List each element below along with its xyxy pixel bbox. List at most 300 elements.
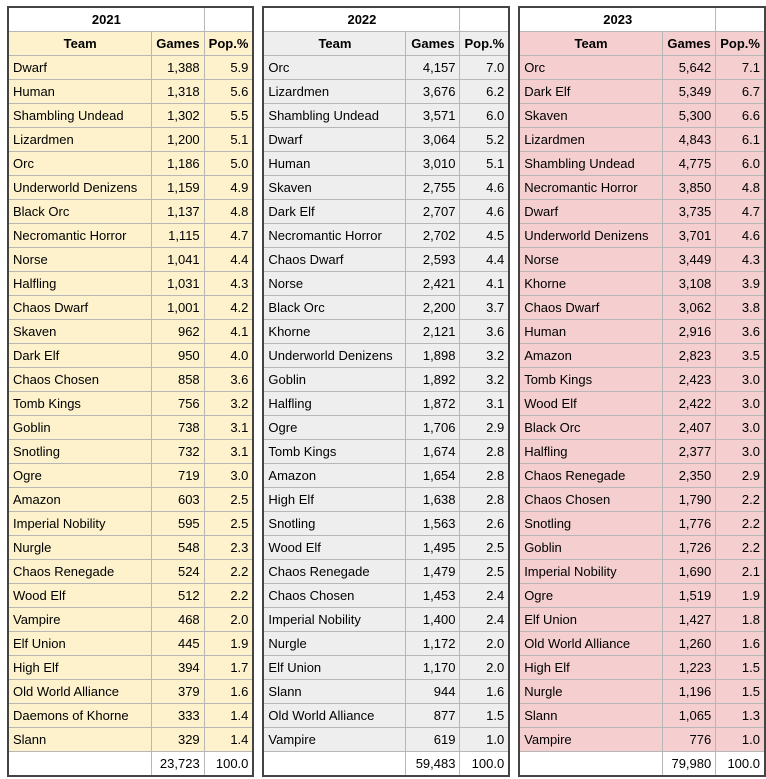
totals-label-cell-2022 <box>263 752 406 777</box>
column-gap <box>253 152 263 176</box>
pop-cell-2022: 6.2 <box>460 80 509 104</box>
totals-row <box>8 752 765 777</box>
table-row <box>8 656 765 680</box>
games-cell-2023: 1,223 <box>662 656 715 680</box>
pop-cell-2022: 3.2 <box>460 368 509 392</box>
games-cell-2023: 2,423 <box>662 368 715 392</box>
pop-cell-2022: 3.2 <box>460 344 509 368</box>
table-row <box>8 464 765 488</box>
pop-cell-2021: 4.3 <box>204 272 253 296</box>
games-cell-2021: 1,137 <box>152 200 204 224</box>
column-gap <box>253 632 263 656</box>
games-cell-2022: 2,421 <box>406 272 460 296</box>
column-gap <box>253 656 263 680</box>
games-cell-2023: 2,377 <box>662 440 715 464</box>
pop-cell-2023: 3.6 <box>716 320 765 344</box>
games-cell-2022: 1,898 <box>406 344 460 368</box>
games-cell-2021: 1,318 <box>152 80 204 104</box>
column-gap <box>253 128 263 152</box>
pop-cell-2023: 2.1 <box>716 560 765 584</box>
games-cell-2023: 1,196 <box>662 680 715 704</box>
table-row <box>8 704 765 728</box>
games-cell-2021: 1,159 <box>152 176 204 200</box>
games-cell-2022: 2,702 <box>406 224 460 248</box>
table-row <box>8 632 765 656</box>
games-cell-2022: 1,674 <box>406 440 460 464</box>
pop-cell-2021: 4.7 <box>204 224 253 248</box>
table-row <box>8 80 765 104</box>
games-cell-2023: 2,407 <box>662 416 715 440</box>
column-gap <box>509 32 519 56</box>
team-cell-2021: Goblin <box>8 416 152 440</box>
year-2021-spacer <box>204 7 253 32</box>
pop-cell-2021: 5.5 <box>204 104 253 128</box>
games-cell-2021: 962 <box>152 320 204 344</box>
column-gap <box>253 728 263 752</box>
games-cell-2021: 394 <box>152 656 204 680</box>
pop-cell-2021: 4.4 <box>204 248 253 272</box>
games-cell-2023: 2,916 <box>662 320 715 344</box>
team-cell-2022: Ogre <box>263 416 406 440</box>
year-2022-spacer <box>460 7 509 32</box>
team-cell-2022: Black Orc <box>263 296 406 320</box>
pop-cell-2023: 1.3 <box>716 704 765 728</box>
team-cell-2021: Norse <box>8 248 152 272</box>
total-games-2022: 59,483 <box>406 752 460 777</box>
pop-cell-2022: 2.5 <box>460 560 509 584</box>
totals-label-cell-2023 <box>519 752 662 777</box>
table-row <box>8 416 765 440</box>
team-cell-2023: Ogre <box>519 584 662 608</box>
games-header-2021: Games <box>152 32 204 56</box>
team-cell-2022: Amazon <box>263 464 406 488</box>
pop-cell-2023: 4.6 <box>716 224 765 248</box>
games-cell-2023: 3,850 <box>662 176 715 200</box>
pop-cell-2022: 3.6 <box>460 320 509 344</box>
pop-cell-2023: 2.9 <box>716 464 765 488</box>
games-cell-2023: 2,422 <box>662 392 715 416</box>
pop-header-2022: Pop.% <box>460 32 509 56</box>
pop-cell-2023: 3.0 <box>716 416 765 440</box>
column-gap <box>509 608 519 632</box>
pop-cell-2022: 1.6 <box>460 680 509 704</box>
column-gap <box>509 440 519 464</box>
column-gap <box>509 488 519 512</box>
team-cell-2022: Shambling Undead <box>263 104 406 128</box>
table-row <box>8 344 765 368</box>
table-row <box>8 224 765 248</box>
games-cell-2023: 1,726 <box>662 536 715 560</box>
column-gap <box>253 440 263 464</box>
team-cell-2023: High Elf <box>519 656 662 680</box>
column-gap <box>253 32 263 56</box>
column-gap <box>509 632 519 656</box>
team-cell-2023: Halfling <box>519 440 662 464</box>
team-cell-2022: Human <box>263 152 406 176</box>
pop-cell-2021: 2.2 <box>204 560 253 584</box>
games-cell-2023: 3,062 <box>662 296 715 320</box>
games-cell-2022: 944 <box>406 680 460 704</box>
team-cell-2022: Nurgle <box>263 632 406 656</box>
games-cell-2021: 756 <box>152 392 204 416</box>
table-row <box>8 320 765 344</box>
team-cell-2021: High Elf <box>8 656 152 680</box>
team-cell-2022: Khorne <box>263 320 406 344</box>
games-cell-2023: 1,427 <box>662 608 715 632</box>
games-cell-2023: 1,519 <box>662 584 715 608</box>
team-cell-2022: Tomb Kings <box>263 440 406 464</box>
pop-cell-2022: 2.0 <box>460 656 509 680</box>
games-cell-2022: 3,676 <box>406 80 460 104</box>
column-gap <box>253 608 263 632</box>
games-cell-2022: 1,892 <box>406 368 460 392</box>
column-gap <box>509 7 519 32</box>
team-cell-2022: Wood Elf <box>263 536 406 560</box>
pop-cell-2021: 4.0 <box>204 344 253 368</box>
games-cell-2022: 1,172 <box>406 632 460 656</box>
pop-header-2023: Pop.% <box>716 32 765 56</box>
team-cell-2021: Chaos Dwarf <box>8 296 152 320</box>
pop-cell-2022: 7.0 <box>460 56 509 80</box>
column-gap <box>253 224 263 248</box>
column-gap <box>253 416 263 440</box>
team-cell-2021: Wood Elf <box>8 584 152 608</box>
team-cell-2022: Dwarf <box>263 128 406 152</box>
games-cell-2021: 512 <box>152 584 204 608</box>
games-cell-2021: 858 <box>152 368 204 392</box>
team-cell-2023: Norse <box>519 248 662 272</box>
pop-cell-2022: 4.1 <box>460 272 509 296</box>
pop-cell-2021: 3.0 <box>204 464 253 488</box>
column-gap <box>253 704 263 728</box>
team-cell-2022: Chaos Dwarf <box>263 248 406 272</box>
team-cell-2022: Necromantic Horror <box>263 224 406 248</box>
pop-cell-2023: 3.0 <box>716 392 765 416</box>
team-cell-2021: Nurgle <box>8 536 152 560</box>
column-gap <box>253 680 263 704</box>
team-cell-2023: Nurgle <box>519 680 662 704</box>
pop-cell-2023: 3.8 <box>716 296 765 320</box>
pop-cell-2023: 6.0 <box>716 152 765 176</box>
total-pop-2021: 100.0 <box>204 752 253 777</box>
games-cell-2023: 3,735 <box>662 200 715 224</box>
pop-cell-2022: 1.5 <box>460 704 509 728</box>
team-cell-2023: Tomb Kings <box>519 368 662 392</box>
column-gap <box>509 368 519 392</box>
games-cell-2021: 1,001 <box>152 296 204 320</box>
team-cell-2021: Old World Alliance <box>8 680 152 704</box>
column-gap <box>253 200 263 224</box>
team-cell-2023: Snotling <box>519 512 662 536</box>
column-gap <box>509 80 519 104</box>
team-header-2023: Team <box>519 32 662 56</box>
team-cell-2021: Chaos Chosen <box>8 368 152 392</box>
games-cell-2021: 379 <box>152 680 204 704</box>
column-gap <box>509 272 519 296</box>
team-cell-2022: Skaven <box>263 176 406 200</box>
column-gap <box>253 752 263 777</box>
team-cell-2023: Skaven <box>519 104 662 128</box>
games-cell-2021: 950 <box>152 344 204 368</box>
pop-cell-2021: 5.1 <box>204 128 253 152</box>
year-2023-spacer <box>716 7 765 32</box>
games-cell-2021: 333 <box>152 704 204 728</box>
column-gap <box>253 248 263 272</box>
total-games-2023: 79,980 <box>662 752 715 777</box>
pop-header-2021: Pop.% <box>204 32 253 56</box>
table-row <box>8 272 765 296</box>
team-cell-2021: Ogre <box>8 464 152 488</box>
team-cell-2023: Necromantic Horror <box>519 176 662 200</box>
column-gap <box>509 176 519 200</box>
pop-cell-2022: 2.0 <box>460 632 509 656</box>
pop-cell-2021: 4.8 <box>204 200 253 224</box>
table-row <box>8 56 765 80</box>
team-cell-2021: Elf Union <box>8 632 152 656</box>
pop-cell-2022: 2.6 <box>460 512 509 536</box>
pop-cell-2023: 2.2 <box>716 488 765 512</box>
games-cell-2022: 2,707 <box>406 200 460 224</box>
pop-cell-2021: 5.9 <box>204 56 253 80</box>
pop-cell-2022: 2.4 <box>460 584 509 608</box>
games-cell-2023: 3,449 <box>662 248 715 272</box>
pop-cell-2022: 2.9 <box>460 416 509 440</box>
games-cell-2022: 3,010 <box>406 152 460 176</box>
games-cell-2022: 2,121 <box>406 320 460 344</box>
games-cell-2021: 1,186 <box>152 152 204 176</box>
pop-cell-2021: 4.2 <box>204 296 253 320</box>
team-cell-2023: Chaos Renegade <box>519 464 662 488</box>
table-row <box>8 104 765 128</box>
pop-cell-2023: 2.2 <box>716 536 765 560</box>
column-gap <box>253 7 263 32</box>
column-gap <box>509 728 519 752</box>
column-gap <box>509 296 519 320</box>
pop-cell-2021: 2.2 <box>204 584 253 608</box>
column-gap <box>509 416 519 440</box>
team-cell-2021: Necromantic Horror <box>8 224 152 248</box>
games-cell-2022: 2,200 <box>406 296 460 320</box>
team-cell-2023: Amazon <box>519 344 662 368</box>
team-cell-2023: Goblin <box>519 536 662 560</box>
games-cell-2023: 5,300 <box>662 104 715 128</box>
games-cell-2021: 1,031 <box>152 272 204 296</box>
team-cell-2022: Snotling <box>263 512 406 536</box>
table-row <box>8 392 765 416</box>
table-row <box>8 608 765 632</box>
games-cell-2023: 4,843 <box>662 128 715 152</box>
table-row <box>8 560 765 584</box>
games-cell-2023: 1,690 <box>662 560 715 584</box>
games-cell-2023: 5,642 <box>662 56 715 80</box>
column-gap <box>509 128 519 152</box>
column-gap <box>253 56 263 80</box>
team-cell-2023: Imperial Nobility <box>519 560 662 584</box>
team-cell-2021: Dark Elf <box>8 344 152 368</box>
games-cell-2021: 1,200 <box>152 128 204 152</box>
column-gap <box>509 248 519 272</box>
games-cell-2022: 1,400 <box>406 608 460 632</box>
column-gap <box>509 104 519 128</box>
team-cell-2021: Tomb Kings <box>8 392 152 416</box>
team-cell-2022: Chaos Chosen <box>263 584 406 608</box>
pop-cell-2022: 6.0 <box>460 104 509 128</box>
header-row <box>8 32 765 56</box>
team-cell-2022: Slann <box>263 680 406 704</box>
pop-cell-2021: 2.5 <box>204 512 253 536</box>
games-cell-2022: 1,479 <box>406 560 460 584</box>
table-row <box>8 248 765 272</box>
pop-cell-2021: 3.6 <box>204 368 253 392</box>
team-cell-2023: Old World Alliance <box>519 632 662 656</box>
column-gap <box>253 296 263 320</box>
games-cell-2022: 1,453 <box>406 584 460 608</box>
pop-cell-2023: 4.7 <box>716 200 765 224</box>
pop-cell-2022: 3.7 <box>460 296 509 320</box>
team-cell-2023: Dark Elf <box>519 80 662 104</box>
table-row <box>8 440 765 464</box>
pop-cell-2021: 5.6 <box>204 80 253 104</box>
games-cell-2023: 2,823 <box>662 344 715 368</box>
column-gap <box>253 512 263 536</box>
team-cell-2023: Underworld Denizens <box>519 224 662 248</box>
games-cell-2022: 877 <box>406 704 460 728</box>
games-cell-2021: 1,302 <box>152 104 204 128</box>
team-cell-2021: Vampire <box>8 608 152 632</box>
column-gap <box>509 392 519 416</box>
pop-cell-2023: 3.0 <box>716 368 765 392</box>
pop-cell-2022: 2.4 <box>460 608 509 632</box>
team-cell-2022: Halfling <box>263 392 406 416</box>
team-cell-2022: Vampire <box>263 728 406 752</box>
team-cell-2023: Khorne <box>519 272 662 296</box>
pop-cell-2023: 4.3 <box>716 248 765 272</box>
pop-cell-2022: 4.6 <box>460 176 509 200</box>
total-games-2021: 23,723 <box>152 752 204 777</box>
games-cell-2022: 4,157 <box>406 56 460 80</box>
games-cell-2022: 1,872 <box>406 392 460 416</box>
pop-cell-2023: 1.0 <box>716 728 765 752</box>
pop-cell-2022: 4.6 <box>460 200 509 224</box>
team-cell-2021: Slann <box>8 728 152 752</box>
pop-cell-2022: 5.2 <box>460 128 509 152</box>
games-cell-2023: 1,065 <box>662 704 715 728</box>
column-gap <box>253 536 263 560</box>
team-cell-2021: Shambling Undead <box>8 104 152 128</box>
team-cell-2022: Imperial Nobility <box>263 608 406 632</box>
team-cell-2021: Chaos Renegade <box>8 560 152 584</box>
pop-cell-2021: 5.0 <box>204 152 253 176</box>
pop-cell-2023: 4.8 <box>716 176 765 200</box>
games-cell-2021: 738 <box>152 416 204 440</box>
table-row <box>8 680 765 704</box>
year-2021-title: 2021 <box>8 7 204 32</box>
pop-cell-2022: 2.8 <box>460 464 509 488</box>
pop-cell-2021: 2.0 <box>204 608 253 632</box>
pop-cell-2022: 3.1 <box>460 392 509 416</box>
pop-cell-2022: 5.1 <box>460 152 509 176</box>
team-cell-2022: Elf Union <box>263 656 406 680</box>
column-gap <box>509 680 519 704</box>
pop-cell-2021: 3.1 <box>204 416 253 440</box>
games-cell-2022: 1,654 <box>406 464 460 488</box>
games-header-2022: Games <box>406 32 460 56</box>
year-row <box>8 7 765 32</box>
column-gap <box>253 488 263 512</box>
team-cell-2021: Snotling <box>8 440 152 464</box>
team-cell-2021: Daemons of Khorne <box>8 704 152 728</box>
column-gap <box>509 464 519 488</box>
table-row <box>8 488 765 512</box>
games-cell-2022: 2,593 <box>406 248 460 272</box>
games-cell-2023: 2,350 <box>662 464 715 488</box>
team-cell-2022: Dark Elf <box>263 200 406 224</box>
games-cell-2022: 2,755 <box>406 176 460 200</box>
column-gap <box>509 656 519 680</box>
games-cell-2021: 1,388 <box>152 56 204 80</box>
pop-cell-2021: 2.5 <box>204 488 253 512</box>
pop-cell-2021: 3.2 <box>204 392 253 416</box>
team-cell-2023: Black Orc <box>519 416 662 440</box>
column-gap <box>509 56 519 80</box>
column-gap <box>509 152 519 176</box>
games-cell-2023: 4,775 <box>662 152 715 176</box>
games-cell-2021: 468 <box>152 608 204 632</box>
games-cell-2023: 776 <box>662 728 715 752</box>
year-2022-title: 2022 <box>263 7 460 32</box>
games-cell-2022: 3,064 <box>406 128 460 152</box>
pop-cell-2022: 4.4 <box>460 248 509 272</box>
column-gap <box>253 176 263 200</box>
table-row <box>8 728 765 752</box>
team-cell-2022: Norse <box>263 272 406 296</box>
team-cell-2021: Lizardmen <box>8 128 152 152</box>
column-gap <box>253 344 263 368</box>
total-pop-2022: 100.0 <box>460 752 509 777</box>
table-row <box>8 536 765 560</box>
team-header-2022: Team <box>263 32 406 56</box>
column-gap <box>509 512 519 536</box>
table-row <box>8 512 765 536</box>
pop-cell-2022: 2.8 <box>460 440 509 464</box>
games-cell-2021: 1,115 <box>152 224 204 248</box>
pop-cell-2023: 3.9 <box>716 272 765 296</box>
team-cell-2023: Dwarf <box>519 200 662 224</box>
games-cell-2023: 3,108 <box>662 272 715 296</box>
column-gap <box>509 536 519 560</box>
games-cell-2022: 1,563 <box>406 512 460 536</box>
games-cell-2021: 329 <box>152 728 204 752</box>
team-cell-2023: Chaos Chosen <box>519 488 662 512</box>
games-cell-2023: 5,349 <box>662 80 715 104</box>
team-cell-2022: Chaos Renegade <box>263 560 406 584</box>
column-gap <box>509 752 519 777</box>
pop-cell-2021: 1.4 <box>204 704 253 728</box>
team-cell-2022: Goblin <box>263 368 406 392</box>
total-pop-2023: 100.0 <box>716 752 765 777</box>
pop-cell-2021: 1.4 <box>204 728 253 752</box>
team-cell-2021: Skaven <box>8 320 152 344</box>
table-row <box>8 296 765 320</box>
team-cell-2021: Orc <box>8 152 152 176</box>
pop-cell-2022: 4.5 <box>460 224 509 248</box>
team-cell-2023: Chaos Dwarf <box>519 296 662 320</box>
team-cell-2023: Elf Union <box>519 608 662 632</box>
pop-cell-2023: 7.1 <box>716 56 765 80</box>
games-cell-2021: 1,041 <box>152 248 204 272</box>
column-gap <box>253 392 263 416</box>
games-cell-2022: 1,638 <box>406 488 460 512</box>
